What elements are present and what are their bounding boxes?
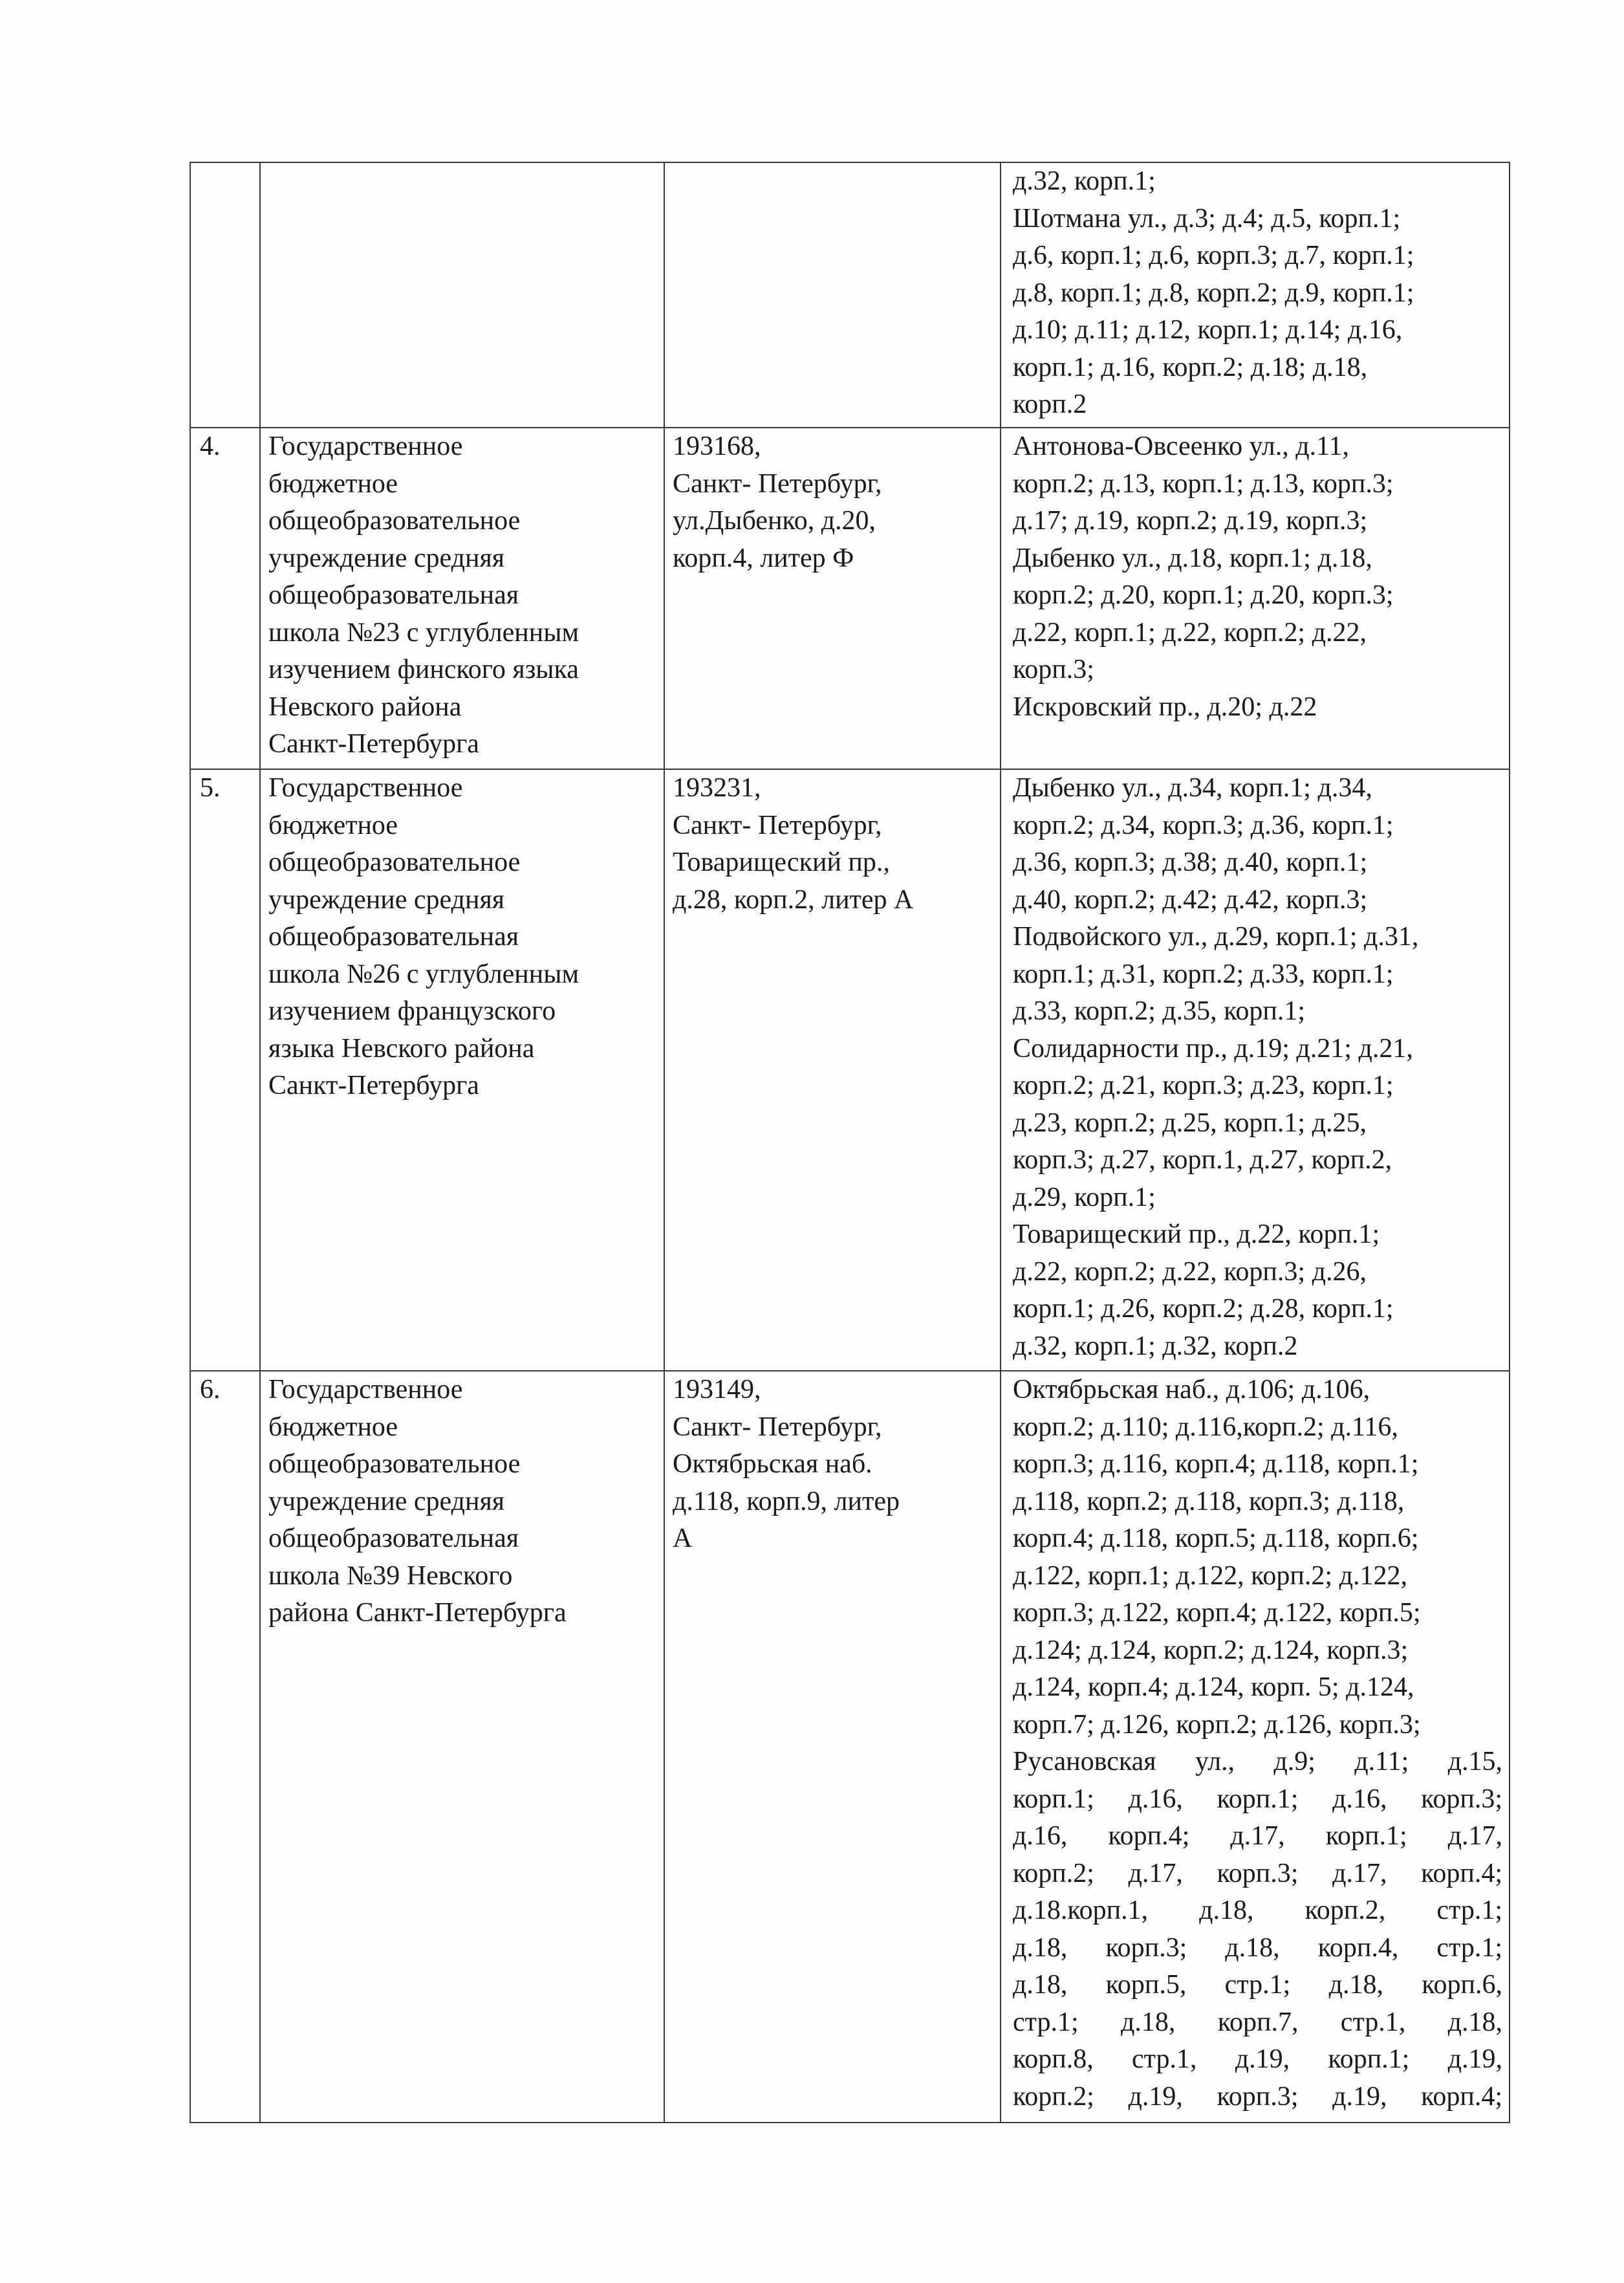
territory-line: корп.3; д.122, корп.4; д.122, корп.5;: [1013, 1598, 1421, 1628]
school-name-cell: [260, 769, 664, 1371]
school-address-cell: [664, 1371, 1001, 2123]
territory-line: корп.2; д.21, корп.3; д.23, корп.1;: [1013, 1071, 1394, 1100]
territory-line: д.6, корп.1; д.6, корп.3; д.7, корп.1;: [1013, 241, 1414, 270]
school-address-line: д.28, корп.2, литер А: [673, 884, 914, 915]
table-row: [190, 1371, 1510, 2123]
territory-line: корп.2; д.19, корп.3; д.19, корп.4;: [1013, 2081, 1502, 2112]
school-address-line: Санкт- Петербург,: [673, 468, 882, 499]
territory-line: Дыбенко ул., д.18, корп.1; д.18,: [1013, 543, 1372, 573]
school-name-cell: [260, 428, 664, 769]
school-name-line: языка Невского района: [268, 1033, 535, 1064]
territory-line: Подвойского ул., д.29, корп.1; д.31,: [1013, 922, 1419, 952]
row-number: 4.: [200, 431, 221, 461]
school-name-cell: [260, 162, 664, 428]
table-row: [190, 769, 1510, 1371]
school-name-line: бюджетное: [268, 468, 398, 499]
school-name-line: района Санкт-Петербурга: [268, 1598, 567, 1628]
row-number: 6.: [200, 1375, 221, 1404]
table-row: [190, 428, 1510, 769]
school-name-line: Санкт-Петербурга: [268, 1071, 479, 1100]
territory-line: корп.3; д.27, корп.1, д.27, корп.2,: [1013, 1145, 1392, 1175]
school-address-line: 193168,: [673, 431, 761, 461]
school-name-line: общеобразовательное: [268, 1449, 521, 1479]
school-address-line: 193149,: [673, 1375, 761, 1404]
school-name-line: общеобразовательная: [268, 922, 519, 952]
territory-line: Солидарности пр., д.19; д.21; д.21,: [1013, 1033, 1413, 1064]
school-address-line: корп.4, литер Ф: [673, 543, 854, 573]
school-address-line: Санкт- Петербург,: [673, 1412, 882, 1442]
school-name-line: Невского района: [268, 692, 462, 722]
territory-line: д.16, корп.4; д.17, корп.1; д.17,: [1013, 1821, 1502, 1851]
territory-line: корп.2; д.17, корп.3; д.17, корп.4;: [1013, 1858, 1502, 1888]
row-number-cell: [190, 162, 260, 428]
row-number-cell: [190, 769, 260, 1371]
territory-line: д.124, корп.4; д.124, корп. 5; д.124,: [1013, 1672, 1414, 1702]
territory-cell: [1001, 428, 1510, 769]
territory-line: Искровский пр., д.20; д.22: [1013, 692, 1317, 722]
school-address-line: 193231,: [673, 773, 761, 803]
school-address-line: А: [673, 1524, 693, 1553]
school-name-line: Санкт-Петербурга: [268, 729, 479, 759]
row-number: 5.: [200, 773, 221, 803]
school-name-line: изучением французского: [268, 996, 556, 1026]
school-name-line: учреждение средняя: [268, 543, 505, 573]
territory-line: Октябрьская наб., д.106; д.106,: [1013, 1375, 1370, 1404]
school-address-cell: [664, 162, 1001, 428]
territory-line: корп.3; д.116, корп.4; д.118, корп.1;: [1013, 1449, 1419, 1479]
school-address-line: Товарищеский пр.,: [673, 847, 890, 877]
territory-line: корп.3;: [1013, 655, 1094, 684]
territory-line: д.8, корп.1; д.8, корп.2; д.9, корп.1;: [1013, 278, 1414, 308]
territory-line: д.22, корп.1; д.22, корп.2; д.22,: [1013, 617, 1367, 648]
school-name-line: бюджетное: [268, 810, 398, 840]
territory-line: д.23, корп.2; д.25, корп.1; д.25,: [1013, 1108, 1367, 1138]
territory-line: д.29, корп.1;: [1013, 1182, 1156, 1212]
row-number-cell: [190, 428, 260, 769]
territory-cell: [1001, 769, 1510, 1371]
school-name-line: Государственное: [268, 1375, 463, 1404]
school-address-cell: [664, 769, 1001, 1371]
territory-cell: [1001, 1371, 1510, 2123]
territory-line: Антонова-Овсеенко ул., д.11,: [1013, 431, 1350, 461]
school-name-line: учреждение средняя: [268, 1486, 505, 1516]
territory-line: д.122, корп.1; д.122, корп.2; д.122,: [1013, 1560, 1407, 1591]
territory-line: корп.4; д.118, корп.5; д.118, корп.6;: [1013, 1524, 1419, 1553]
territory-line: д.22, корп.2; д.22, корп.3; д.26,: [1013, 1256, 1367, 1287]
territory-line: д.32, корп.1; д.32, корп.2: [1013, 1331, 1298, 1361]
territory-line: Шотмана ул., д.3; д.4; д.5, корп.1;: [1013, 203, 1401, 234]
territory-line: д.18, корп.3; д.18, корп.4, стр.1;: [1013, 1932, 1502, 1963]
table-body: [190, 162, 1510, 2123]
territory-line: корп.1; д.31, корп.2; д.33, корп.1;: [1013, 959, 1394, 989]
school-name-line: школа №39 Невского: [268, 1560, 513, 1591]
school-name-cell: [260, 1371, 664, 2123]
school-address-line: ул.Дыбенко, д.20,: [673, 506, 876, 536]
territory-line: д.33, корп.2; д.35, корп.1;: [1013, 996, 1306, 1026]
school-name-line: учреждение средняя: [268, 884, 505, 915]
territory-line: д.32, корп.1;: [1013, 166, 1156, 196]
school-territory-table: [189, 162, 1510, 2123]
territory-cell: [1001, 162, 1510, 428]
school-address-line: Октябрьская наб.: [673, 1449, 872, 1479]
territory-line: корп.2; д.110; д.116,корп.2; д.116,: [1013, 1412, 1398, 1442]
school-address-cell: [664, 428, 1001, 769]
territory-line: д.17; д.19, корп.2; д.19, корп.3;: [1013, 506, 1368, 536]
school-name-line: Государственное: [268, 431, 463, 461]
territory-line: д.10; д.11; д.12, корп.1; д.14; д.16,: [1013, 315, 1403, 345]
territory-line: корп.2; д.13, корп.1; д.13, корп.3;: [1013, 468, 1394, 499]
school-name-line: общеобразовательная: [268, 1524, 519, 1553]
school-name-line: общеобразовательное: [268, 847, 521, 877]
territory-line: д.118, корп.2; д.118, корп.3; д.118,: [1013, 1486, 1405, 1516]
school-name-line: школа №23 с углубленным: [268, 617, 579, 648]
territory-line: Товарищеский пр., д.22, корп.1;: [1013, 1219, 1380, 1249]
territory-line: д.18.корп.1, д.18, корп.2, стр.1;: [1013, 1895, 1502, 1925]
school-name-line: бюджетное: [268, 1412, 398, 1442]
school-name-line: общеобразовательная: [268, 580, 519, 610]
territory-line: Русановская ул., д.9; д.11; д.15,: [1013, 1747, 1502, 1776]
territory-line: д.36, корп.3; д.38; д.40, корп.1;: [1013, 847, 1368, 877]
school-name-line: общеобразовательное: [268, 506, 521, 536]
territory-line: корп.2: [1013, 389, 1087, 419]
school-address-line: д.118, корп.9, литер: [673, 1486, 900, 1516]
territory-line: корп.1; д.16, корп.2; д.18; д.18,: [1013, 352, 1368, 382]
territory-line: стр.1; д.18, корп.7, стр.1, д.18,: [1013, 2007, 1502, 2037]
school-address-line: Санкт- Петербург,: [673, 810, 882, 840]
row-number-cell: [190, 1371, 260, 2123]
territory-line: корп.2; д.34, корп.3; д.36, корп.1;: [1013, 810, 1394, 840]
territory-line: д.40, корп.2; д.42; д.42, корп.3;: [1013, 884, 1368, 915]
territory-line: д.124; д.124, корп.2; д.124, корп.3;: [1013, 1635, 1409, 1665]
territory-line: корп.1; д.16, корп.1; д.16, корп.3;: [1013, 1784, 1502, 1814]
territory-line: корп.1; д.26, корп.2; д.28, корп.1;: [1013, 1294, 1394, 1324]
territory-line: корп.8, стр.1, д.19, корп.1; д.19,: [1013, 2044, 1502, 2074]
school-name-line: Государственное: [268, 773, 463, 803]
territory-line: Дыбенко ул., д.34, корп.1; д.34,: [1013, 773, 1372, 803]
school-name-line: изучением финского языка: [268, 655, 579, 684]
territory-line: корп.2; д.20, корп.1; д.20, корп.3;: [1013, 580, 1394, 610]
school-name-line: школа №26 с углубленным: [268, 959, 579, 989]
table-row: [190, 162, 1510, 428]
territory-line: д.18, корп.5, стр.1; д.18, корп.6,: [1013, 1970, 1502, 2000]
territory-line: корп.7; д.126, корп.2; д.126, корп.3;: [1013, 1709, 1421, 1740]
